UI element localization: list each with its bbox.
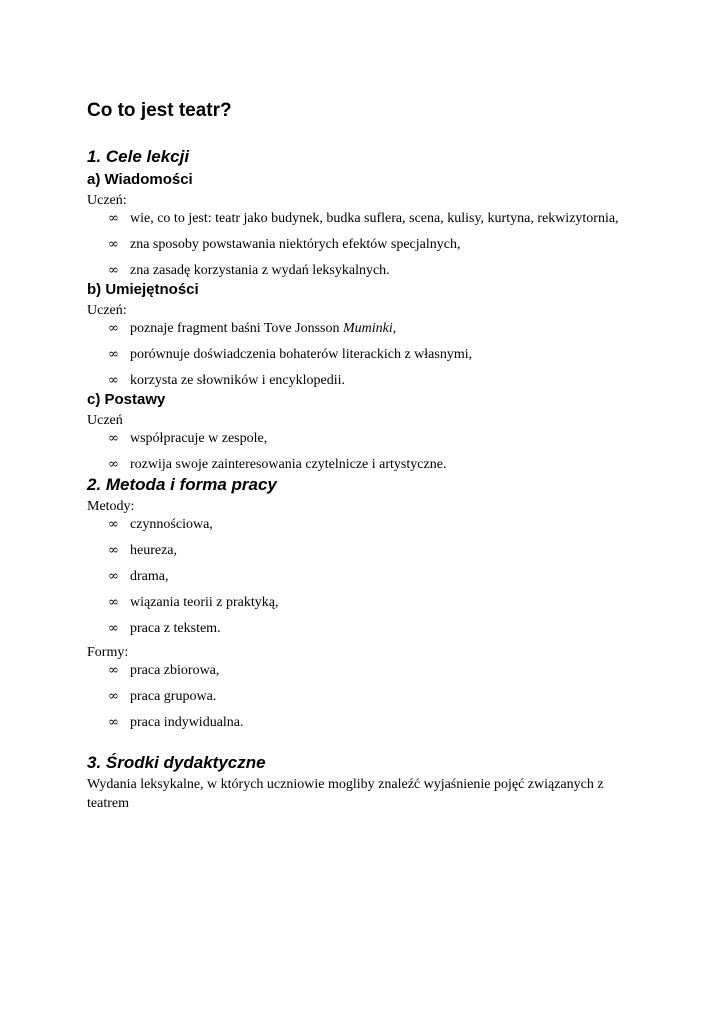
subsection-heading-knowledge: a) Wiadomości xyxy=(87,171,193,188)
list-item: ∞ poznaje fragment baśni Tove Jonsson Muminki, xyxy=(108,321,397,336)
methods-label: Metody: xyxy=(87,499,135,514)
infinity-bullet-icon: ∞ xyxy=(108,689,119,704)
section-heading-goals: 1. Cele lekcji xyxy=(87,147,190,166)
list-item: ∞ wiązania teorii z praktyką, xyxy=(108,595,279,610)
infinity-bullet-icon: ∞ xyxy=(108,263,119,278)
list-item: ∞ wie, co to jest: teatr jako budynek, budka suflera, scena, kulisy, kurtyna, rekwizytornia, xyxy=(108,211,619,226)
attitudes-list xyxy=(87,430,647,473)
document-content xyxy=(87,97,647,813)
teaching-aids-text: Wydania leksykalne, w których uczniowie mogliby znaleźć wyjaśnienie pojęć związanych z teatrem xyxy=(87,777,604,811)
list-item: ∞ heureza, xyxy=(108,543,178,558)
forms-label: Formy: xyxy=(87,645,129,660)
infinity-bullet-icon: ∞ xyxy=(108,543,119,558)
infinity-bullet-icon: ∞ xyxy=(108,347,119,362)
list-item: ∞ praca indywidualna. xyxy=(108,715,244,730)
section-heading-methods: 2. Metoda i forma pracy xyxy=(87,475,277,494)
list-item: ∞ korzysta ze słowników i encyklopedii. xyxy=(108,373,346,388)
infinity-bullet-icon: ∞ xyxy=(108,517,119,532)
document-title: Co to jest teatr? xyxy=(87,100,232,121)
subsection-heading-attitudes: c) Postawy xyxy=(87,391,166,408)
list-item: ∞ zna sposoby powstawania niektórych efektów specjalnych, xyxy=(108,237,461,252)
knowledge-intro: Uczeń: xyxy=(87,193,127,208)
forms-list xyxy=(87,662,647,731)
infinity-bullet-icon: ∞ xyxy=(108,715,119,730)
list-item: ∞ czynnościowa, xyxy=(108,517,213,532)
list-item: ∞ praca grupowa. xyxy=(108,689,217,704)
skills-list xyxy=(87,320,647,389)
infinity-bullet-icon: ∞ xyxy=(108,621,119,636)
skills-intro: Uczeń: xyxy=(87,303,127,318)
knowledge-list xyxy=(87,210,647,279)
infinity-bullet-icon: ∞ xyxy=(108,321,119,336)
list-item: ∞ zna zasadę korzystania z wydań leksykalnych. xyxy=(108,263,390,278)
infinity-bullet-icon: ∞ xyxy=(108,431,119,446)
list-item: ∞ praca zbiorowa, xyxy=(108,663,220,678)
list-item: ∞ porównuje doświadczenia bohaterów literackich z własnymi, xyxy=(108,347,473,362)
infinity-bullet-icon: ∞ xyxy=(108,457,119,472)
list-item: ∞ współpracuje w zespole, xyxy=(108,431,268,446)
infinity-bullet-icon: ∞ xyxy=(108,595,119,610)
subsection-heading-skills: b) Umiejętności xyxy=(87,281,199,298)
list-item: ∞ drama, xyxy=(108,569,169,584)
section-heading-teaching-aids: 3. Środki dydaktyczne xyxy=(87,753,266,772)
infinity-bullet-icon: ∞ xyxy=(108,569,119,584)
book-title: Muminki xyxy=(343,321,393,336)
infinity-bullet-icon: ∞ xyxy=(108,211,119,226)
list-item: ∞ praca z tekstem. xyxy=(108,621,221,636)
attitudes-intro: Uczeń xyxy=(87,413,123,428)
methods-list xyxy=(87,516,647,637)
infinity-bullet-icon: ∞ xyxy=(108,373,119,388)
list-item: ∞ rozwija swoje zainteresowania czytelnicze i artystyczne. xyxy=(108,457,447,472)
infinity-bullet-icon: ∞ xyxy=(108,237,119,252)
infinity-bullet-icon: ∞ xyxy=(108,663,119,678)
